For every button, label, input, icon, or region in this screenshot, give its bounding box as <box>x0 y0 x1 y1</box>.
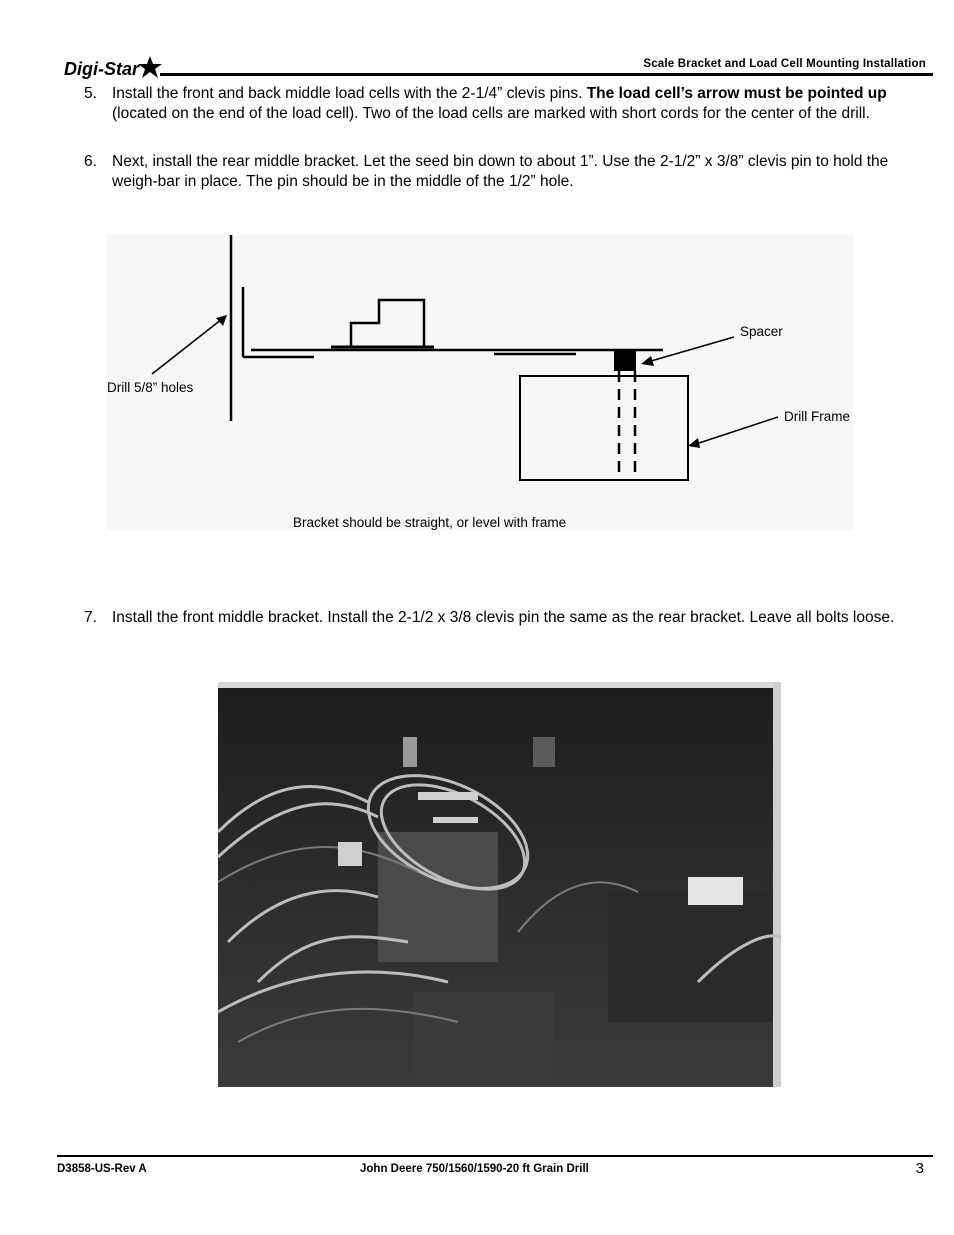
page-number: 3 <box>915 1160 924 1177</box>
header-title: Scale Bracket and Load Cell Mounting Installation <box>643 58 926 70</box>
step-text: Install the front and back middle load cells with the 2-1/4” clevis pins. The load cell’s arrow must be pointed up (located on the end of the load cell). Two of the load cells are marked with short cords for the center of the drill. <box>112 85 887 122</box>
spacer <box>614 350 636 371</box>
holes-arrowhead <box>216 315 227 326</box>
step-number: 5. <box>84 85 97 102</box>
footer-rule <box>57 1155 933 1157</box>
frame-leader <box>696 417 778 444</box>
load-cell-block <box>331 300 424 347</box>
footer-doc-id: D3858-US-Rev A <box>57 1163 147 1175</box>
step-6 <box>84 152 899 192</box>
installation-photo <box>218 682 781 1087</box>
holes-label: Drill 5/8” holes <box>107 380 194 395</box>
diagram-caption: Bracket should be straight, or level with frame <box>293 515 567 530</box>
frame-arrowhead <box>688 438 700 448</box>
spacer-arrowhead <box>641 356 654 366</box>
drill-frame-box <box>520 376 688 480</box>
step-5 <box>84 84 899 124</box>
drill-frame-label: Drill Frame <box>784 409 850 424</box>
spacer-leader <box>651 337 734 361</box>
step-text: Install the front middle bracket. Install the 2-1/2 x 3/8 clevis pin the same as the rear bracket. Leave all bolts loose. <box>112 609 895 626</box>
logo-text: Digi-Star <box>64 59 140 79</box>
step-number: 7. <box>84 609 97 626</box>
step-text: Next, install the rear middle bracket. Let the seed bin down to about 1”. Use the 2-1/2” x 3/8” clevis pin to hold the weigh-bar in place. The pin should be in the middle of the 1/2” hole. <box>112 153 889 190</box>
warning-bold-text: The load cell’s arrow must be pointed up <box>586 85 887 102</box>
spacer-label: Spacer <box>740 324 783 339</box>
star-icon <box>138 56 162 78</box>
footer-model: John Deere 750/1560/1590-20 ft Grain Drill <box>360 1163 589 1175</box>
holes-leader <box>152 319 222 374</box>
step-number: 6. <box>84 153 97 170</box>
digi-star-logo <box>64 54 164 80</box>
header-rule <box>160 73 933 76</box>
bracket-diagram <box>106 235 853 530</box>
step-7 <box>84 608 899 628</box>
